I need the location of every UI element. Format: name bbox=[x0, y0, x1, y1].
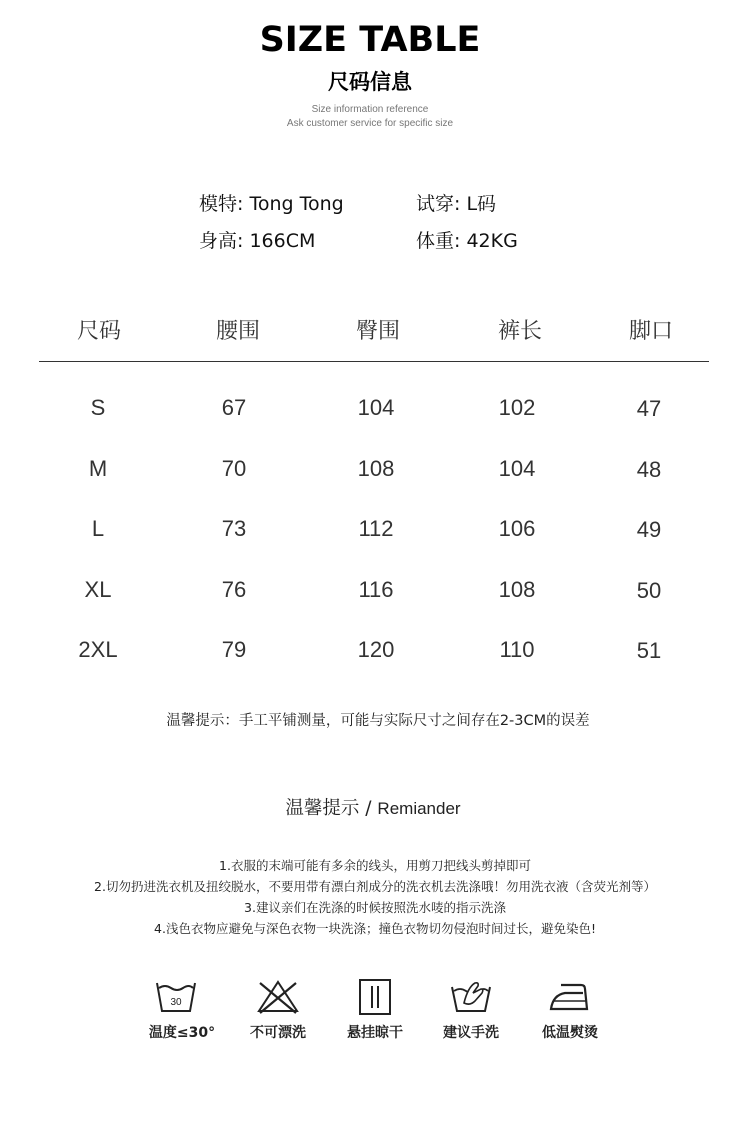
model-name: 模特: Tong Tong bbox=[199, 193, 344, 215]
length-cell: 102 bbox=[498, 395, 536, 420]
try-on-size: 试穿: L码 bbox=[416, 193, 497, 215]
hip-cell: 116 bbox=[358, 577, 394, 602]
waist-cell: 70 bbox=[221, 456, 247, 481]
reminder-line: 2.切勿扔进洗衣机及扭绞脱水，不要用带有漂白剂成分的洗衣机去洗涤哦！勿用洗衣液（含荧光剂等） bbox=[94, 879, 656, 894]
table-divider bbox=[39, 361, 709, 362]
no-bleach-label: 不可漂洗 bbox=[250, 1025, 306, 1041]
hand-wash-icon bbox=[448, 977, 494, 1017]
size-cell: XL bbox=[84, 577, 112, 602]
size-cell: 2XL bbox=[78, 637, 118, 662]
leg-opening-cell: 51 bbox=[636, 638, 662, 663]
size-cell: L bbox=[91, 516, 105, 541]
wash-temperature-label: 温度≤30° bbox=[148, 1025, 216, 1041]
model-height: 身高: 166CM bbox=[199, 230, 316, 252]
column-header-size: 尺码 bbox=[76, 319, 121, 344]
reminder-line: 3.建议亲们在洗涤的时候按照洗水唛的指示洗涤 bbox=[244, 900, 506, 915]
customer-service-note: Ask customer service for specific size bbox=[286, 118, 454, 129]
length-cell: 106 bbox=[498, 516, 536, 541]
wash-temperature-number: 30 bbox=[170, 997, 182, 1008]
hang-dry-label: 悬挂晾干 bbox=[347, 1025, 403, 1041]
length-cell: 110 bbox=[499, 637, 535, 662]
length-cell: 108 bbox=[498, 577, 536, 602]
column-header-length: 裤长 bbox=[497, 319, 542, 344]
size-cell: S bbox=[90, 395, 106, 420]
size-cell: M bbox=[88, 456, 108, 481]
hip-cell: 104 bbox=[357, 395, 395, 420]
hip-cell: 120 bbox=[357, 637, 395, 662]
hip-cell: 112 bbox=[358, 516, 394, 541]
leg-opening-cell: 50 bbox=[636, 578, 662, 603]
model-weight: 体重: 42KG bbox=[416, 230, 518, 252]
length-cell: 104 bbox=[498, 456, 536, 481]
measurement-tip: 温馨提示：手工平铺测量，可能与实际尺寸之间存在2-3CM的误差 bbox=[166, 713, 590, 729]
wash-30-icon bbox=[153, 977, 199, 1017]
leg-opening-cell: 47 bbox=[636, 396, 662, 421]
waist-cell: 73 bbox=[221, 516, 247, 541]
hang-dry-icon bbox=[352, 977, 398, 1017]
column-header-waist: 腰围 bbox=[215, 319, 260, 344]
leg-opening-cell: 49 bbox=[636, 517, 662, 542]
reminder-line: 4.浅色衣物应避免与深色衣物一块洗涤；撞色衣物切勿侵泡时间过长，避免染色! bbox=[154, 921, 596, 936]
page-subtitle: 尺码信息 bbox=[328, 70, 412, 94]
reminder-title bbox=[0, 794, 746, 820]
hip-cell: 108 bbox=[357, 456, 395, 481]
reminder-title-separator: / bbox=[359, 798, 378, 819]
column-header-hip: 臀围 bbox=[355, 319, 400, 344]
page-title: SIZE TABLE bbox=[259, 20, 481, 60]
waist-cell: 67 bbox=[221, 395, 247, 420]
reference-note: Size information reference bbox=[311, 104, 429, 115]
leg-opening-cell: 48 bbox=[636, 457, 662, 482]
reminder-title-cn: 温馨提示 bbox=[285, 798, 360, 819]
hand-wash-label: 建议手洗 bbox=[443, 1025, 499, 1041]
column-header-leg-opening: 脚口 bbox=[628, 319, 673, 344]
reminder-title-en: Remiander bbox=[377, 799, 461, 818]
waist-cell: 76 bbox=[221, 577, 247, 602]
no-bleach-icon bbox=[255, 977, 301, 1017]
low-iron-label: 低温熨烫 bbox=[542, 1025, 598, 1041]
low-iron-icon bbox=[547, 977, 593, 1017]
waist-cell: 79 bbox=[221, 637, 247, 662]
reminder-line: 1.衣服的末端可能有多余的线头，用剪刀把线头剪掉即可 bbox=[219, 858, 531, 873]
